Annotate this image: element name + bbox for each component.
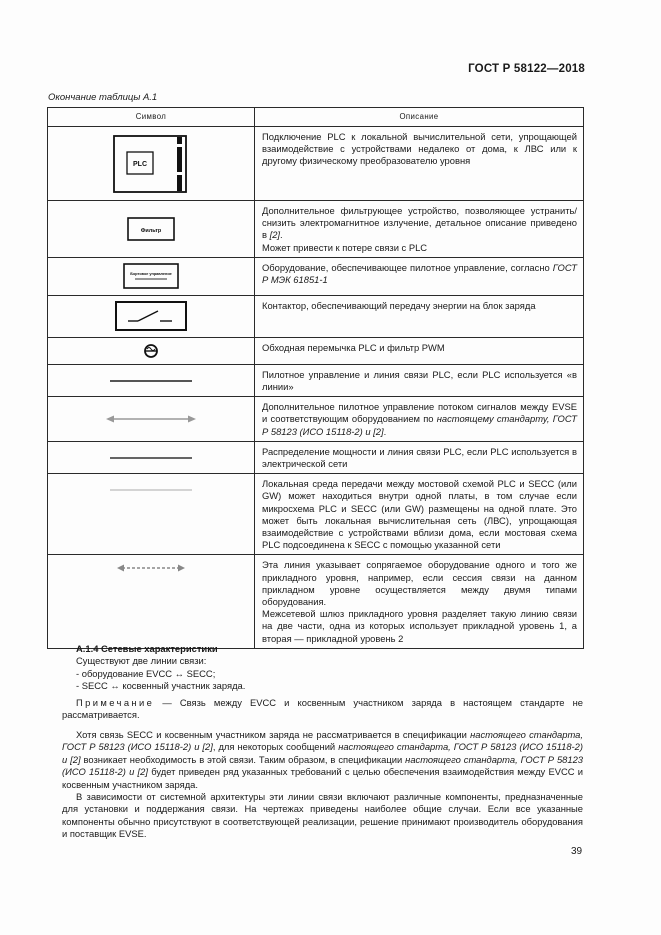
desc-text: Эта линия указывает сопрягаемое оборудование одного и того же прикладного уровня, например, если сессия связи на данном прикладном уровне осуществляется между двумя типами оборудования. — [262, 559, 577, 608]
plc-label: PLC — [133, 160, 147, 168]
section-intro: Существуют две линии связи: — [76, 655, 207, 667]
description-cell: Контактор, обеспечивающий передачу энергии на блок заряда — [255, 295, 584, 337]
description-cell: Обходная перемычка PLC и фильтр PWM — [255, 337, 584, 364]
section-a14 — [76, 643, 583, 693]
reference-link[interactable]: настоящего стандарта, ГОСТ Р 58123 (ИСО 15118-2) и [2] — [62, 741, 583, 765]
plc-local-symbol-icon — [111, 132, 191, 196]
table-row — [48, 337, 584, 364]
desc-text: . — [383, 425, 387, 437]
bypass-jumper-icon — [142, 343, 160, 359]
desc-text: Может привести к потере связи с PLC — [262, 241, 428, 253]
local-medium-line-icon — [108, 487, 194, 493]
table-row — [48, 474, 584, 555]
filter-symbol-icon — [127, 217, 175, 241]
symbols-table — [47, 107, 584, 649]
symbol-cell — [48, 295, 255, 337]
description-cell: Пилотное управление и линия связи PLC, если PLC используется «в линии» — [255, 364, 584, 396]
reference-link[interactable]: настоящего стандарта, ГОСТ Р 58123 (ИСО 15118-2) и [2] — [62, 753, 584, 778]
dashed-bidirectional-arrow-icon — [116, 563, 186, 573]
paragraph-text — [62, 729, 583, 791]
paragraph-text: В зависимости от системной архитектуры эти линии связи включают различные компоненты, предназначенные для установки и поддержания связи. На чертежах приведены наиболее общие случаи. Если все указанные компоненты обычно присутствуют в соответствующей реализации, решение принимают производитель оборудования и поставщик EVSE. — [62, 791, 583, 840]
desc-text: Межсетевой шлюз прикладного уровня разделяет такую линию связи на две части, одна из которых использует прикладной уровень 1, а вторая — прикладной уровень 2 — [262, 608, 577, 644]
table-caption: Окончание таблицы А.1 — [48, 92, 158, 103]
table-row — [48, 397, 584, 442]
note-label: Примечание — [76, 697, 155, 708]
reference-link[interactable]: ГОСТ Р МЭК 61851-1 — [262, 261, 577, 286]
paragraph-1 — [62, 729, 583, 791]
note — [62, 697, 583, 722]
symbol-cell — [48, 201, 255, 258]
standard-designation: ГОСТ Р 58122—2018 — [468, 63, 585, 75]
pilot-line-icon — [108, 377, 194, 385]
description-cell — [255, 397, 584, 442]
symbol-cell — [48, 474, 255, 555]
power-line-icon — [108, 455, 194, 461]
symbol-cell — [48, 127, 255, 201]
description-cell — [255, 257, 584, 295]
symbol-cell — [48, 555, 255, 648]
description-cell — [255, 201, 584, 258]
desc-text: Дополнительное пилотное управление потоком сигналов между EVSE и соответствующим оборудованием по — [262, 401, 577, 425]
description-cell: Распределение мощности и линия связи PLC, если PLC используется в электрической сети — [255, 441, 584, 473]
desc-text: Дополнительное фильтрующее устройство, позволяющее устранить/снизить электромагнитное излучение, детальное описание приведено в — [262, 205, 577, 241]
page-number: 39 — [571, 846, 583, 857]
paragraph-run: , для некоторых сообщений — [212, 741, 339, 753]
table-row — [48, 127, 584, 201]
note-text: — Связь между EVCC и косвенным участником заряда в настоящем стандарте не рассматривается. — [62, 697, 583, 721]
paragraph-run: Хотя связь SECC и косвенным участником заряда не рассматривается в спецификации — [76, 729, 471, 740]
description-cell: Подключение PLC к локальной вычислительной сети, упрощающей взаимодействие с устройствами недалеко от дома, к ЛВС или к другому физическому преобразователю уровня — [255, 127, 584, 201]
table-row — [48, 257, 584, 295]
symbol-cell — [48, 397, 255, 442]
table-row — [48, 364, 584, 396]
list-item: - оборудование EVCC ↔ SECC; — [76, 667, 216, 679]
table-header-row — [48, 108, 584, 127]
reference-link[interactable]: настоящего стандарта, ГОСТ Р 58123 (ИСО 15118-2) и [2] — [62, 729, 583, 753]
description-cell: Локальная среда передачи между мостовой схемой PLC и SECC (или GW) может находиться внутри одной платы, в том случае если микросхема PLC и SECC (или GW) размещены на одной плате. Это может быть локальная вычислительная сеть (ЛВС), упрощающая взаимодействие с устройствами вблизи дома, если мостовая схема PLC подсоединена к SECC с помощью указанной сети — [255, 474, 584, 555]
symbol-cell — [48, 364, 255, 396]
description-cell — [255, 555, 584, 648]
table-row — [48, 201, 584, 258]
contactor-symbol-icon — [114, 300, 188, 332]
reference-link[interactable]: [2] — [269, 229, 281, 241]
section-heading: А.1.4 Сетевые характеристики — [76, 643, 218, 654]
reference-link[interactable]: настоящему стандарту, ГОСТ Р 58123 (ИСО 15118-2) и [2] — [262, 413, 578, 437]
column-header-symbol: Символ — [48, 108, 255, 127]
desc-text: Оборудование, обеспечивающее пилотное управление, согласно — [262, 261, 553, 273]
symbol-cell — [48, 257, 255, 295]
table-row — [48, 555, 584, 648]
table-row — [48, 295, 584, 337]
pilot-equipment-label: Бортовое управление — [130, 272, 172, 277]
paragraph-run: возникает необходимость в этой связи. Таким образом, в спецификации — [80, 753, 406, 765]
paragraph-run: будет приведен ряд указанных требований с целью обеспечения взаимодействия между EVCC и косвенным участником заряда. — [62, 766, 583, 790]
desc-text: . — [280, 229, 283, 241]
bidirectional-arrow-icon — [105, 414, 197, 424]
paragraph-2 — [62, 791, 583, 841]
symbol-cell — [48, 441, 255, 473]
list-item: - SECC ↔ косвенный участник заряда. — [76, 680, 246, 692]
symbol-cell — [48, 337, 255, 364]
table-row — [48, 441, 584, 473]
filter-label: Фильтр — [140, 227, 162, 234]
column-header-description: Описание — [255, 108, 584, 127]
pilot-equipment-symbol-icon — [123, 263, 179, 289]
